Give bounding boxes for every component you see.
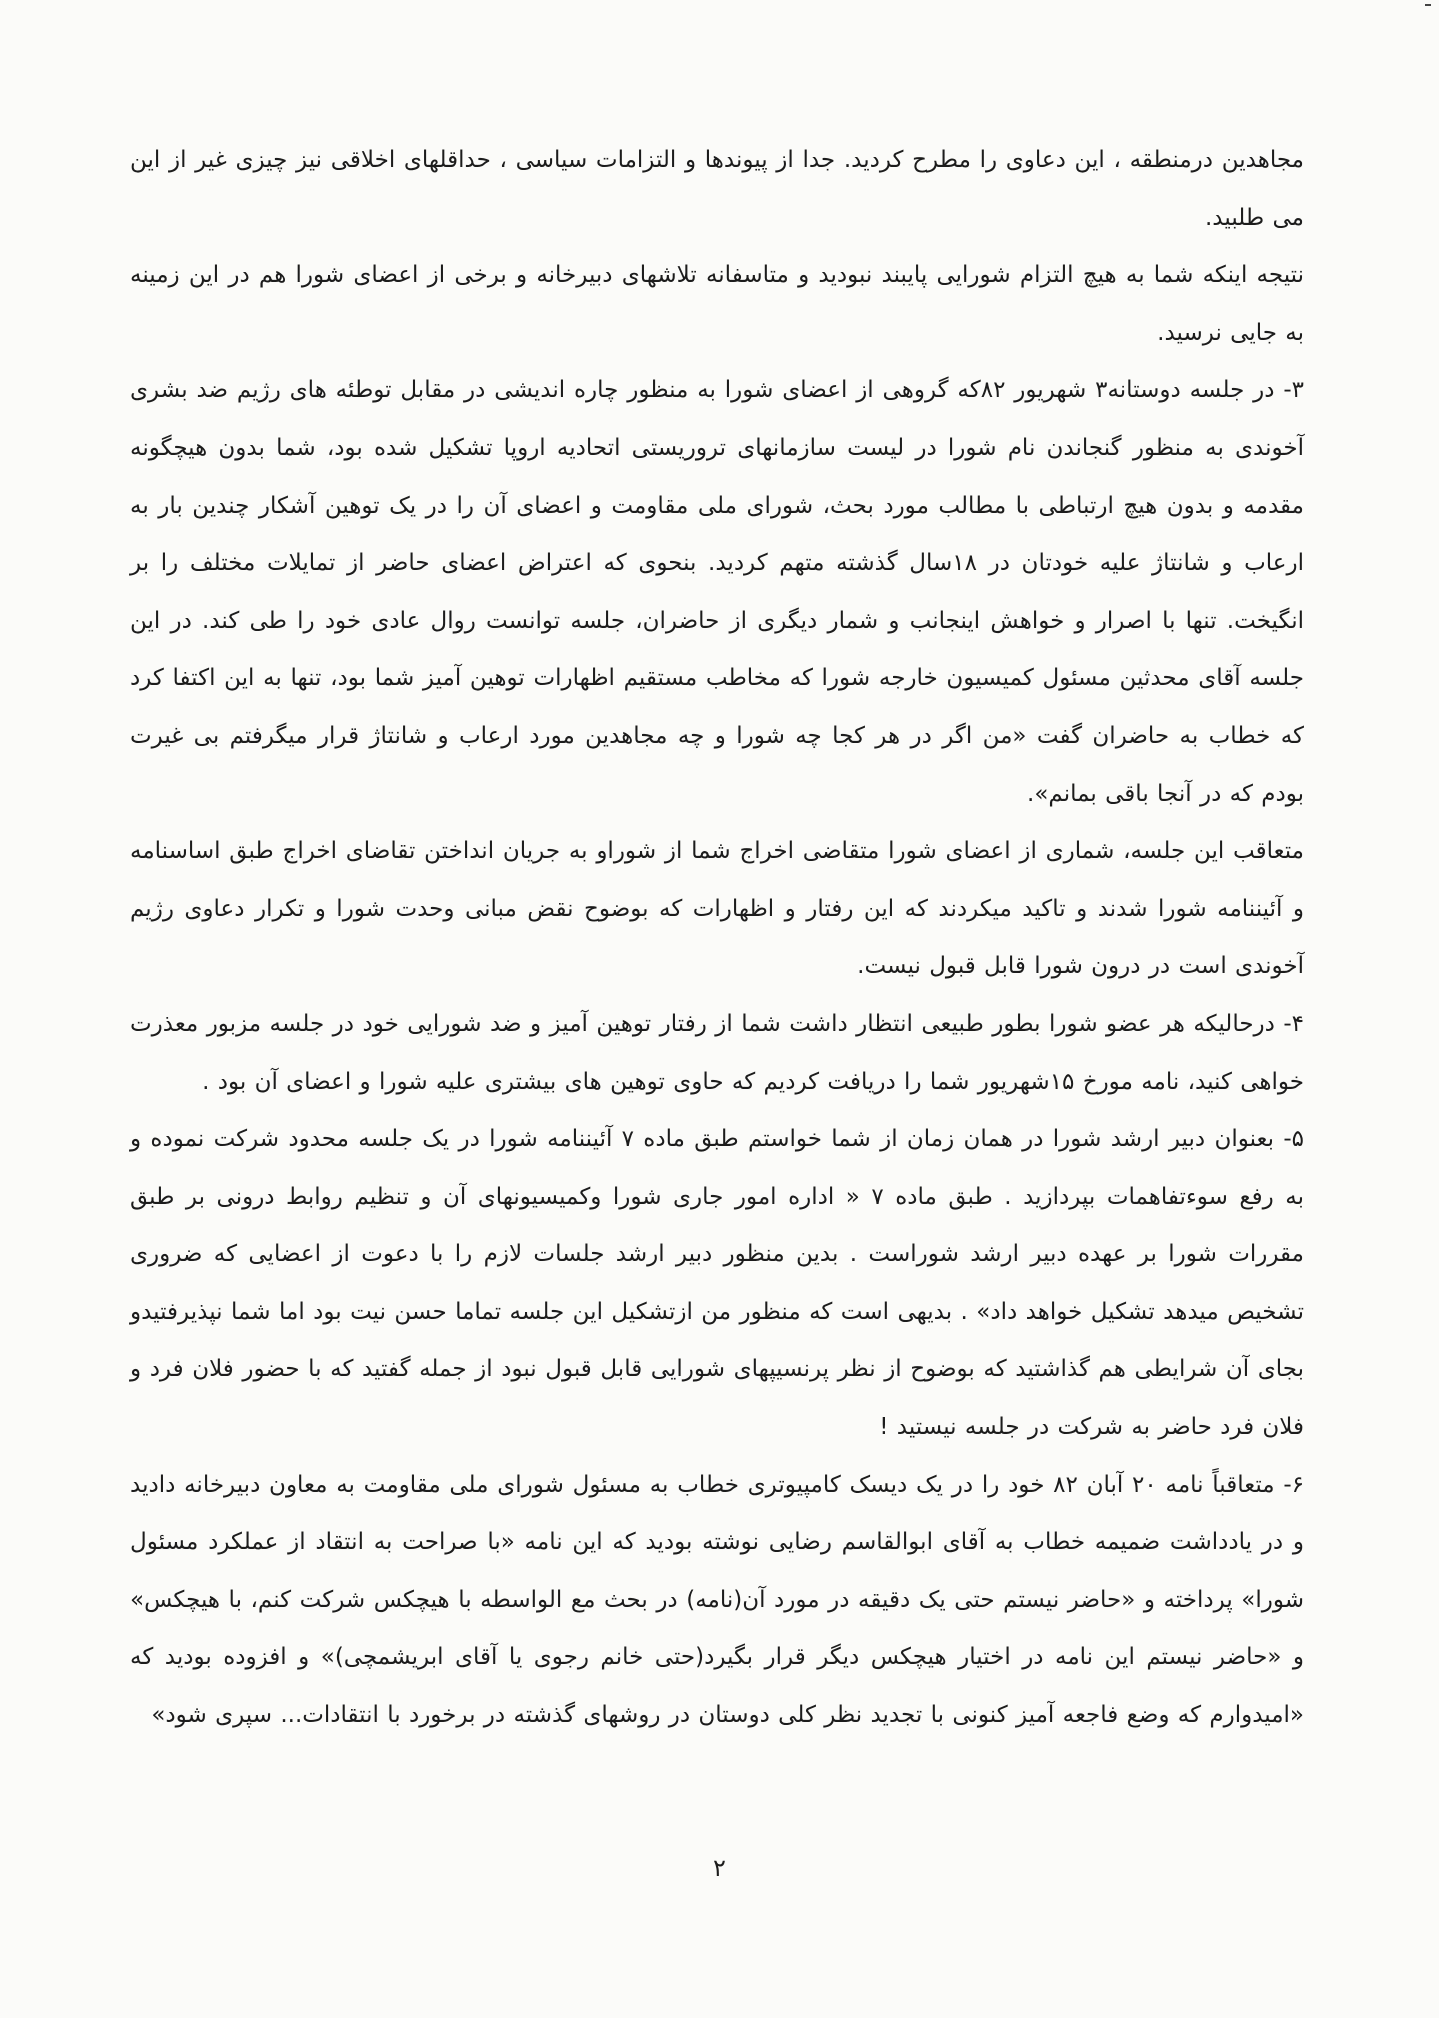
paragraph-conclusion: نتیجه اینکه شما به هیچ التزام شورایی پایبند نبودید و متاسفانه تلاشهای دبیرخانه و برخی از اعضای شورا هم در این زمینه به جایی نرسید. (130, 262, 1304, 346)
page-number: ۲ (713, 1854, 726, 1882)
paragraph-item-3: ۳- در جلسه دوستانه۳ شهریور ۸۲که گروهی از اعضای شورا به منظور چاره اندیشی در مقابل توطئه های رژیم ضد بشری آخوندی به منظور گنجاندن نام شورا در لیست سازمانهای تروریستی اتحادیه اروپا تشکیل شده بود، شما بدون هیچگونه مقدمه و بدون هیچ ارتباطی با مطالب مورد بحث، شورای ملی مقاومت و اعضای آن را در یک توهین آشکار چندین بار به ارعاب و شانتاژ علیه خودتان در ۱۸سال گذشته متهم کردید. بنحوی که اعتراض اعضای حاضر از تمایلات مختلف را بر انگیخت. تنها با اصرار و خواهش اینجانب و شمار دیگری از حاضران، جلسه توانست روال عادی خود را طی کند. در این جلسه آقای محدثین مسئول کمیسیون خارجه شورا که مخاطب مستقیم اظهارات توهین آمیز شما بود، تنها به این اکتفا کرد که خطاب به حاضران گفت «من اگر در هر کجا چه شورا و چه مجاهدین مورد ارعاب و شانتاژ قرار میگرفتم بی غیرت بودم که در آنجا باقی بمانم». (130, 377, 1304, 807)
paragraph-continuation: مجاهدین درمنطقه ، این دعاوی را مطرح کردید. جدا از پیوندها و التزامات سیاسی ، حداقلهای اخلاقی نیز چیزی غیر از این می طلبید. (130, 147, 1304, 231)
corner-mark (1425, 4, 1431, 10)
paragraph-item-6: ۶- متعاقباً نامه ۲۰ آبان ۸۲ خود را در یک دیسک کامپیوتری خطاب به مسئول شورای ملی مقاومت به معاون دبیرخانه دادید و در یادداشت ضمیمه خطاب به آقای ابوالقاسم رضایی نوشته بودید که این نامه «با صراحت به انتقاد از عملکرد مسئول شورا» پرداخته و «حاضر نیستم حتی یک دقیقه در مورد آن(نامه) در بحث مع الواسطه با هیچکس شرکت کنم، با هیچکس» و «حاضر نیستم این نامه در اختیار هیچکس دیگر قرار بگیرد(حتی خانم رجوی یا آقای ابریشمچی)» و افزوده بودید که «امیدوارم که وضع فاجعه آمیز کنونی با تجدید نظر کلی دوستان در روشهای گذشته در برخورد با انتقادات... سپری شود» (130, 1471, 1304, 1729)
letter-body (130, 132, 1304, 1745)
paragraph-item-5: ۵- بعنوان دبیر ارشد شورا در همان زمان از شما خواستم طبق ماده ۷ آئیننامه شورا در یک جلسه محدود شرکت نموده و به رفع سوءتفاهمات بپردازید . طبق ماده ۷ « اداره امور جاری شورا وکمیسیونهای آن و تنظیم روابط درونی بر طبق مقررات شورا بر عهده دبیر ارشد شوراست . بدین منظور دبیر ارشد جلسات لازم را با دعوت از اعضایی که ضروری تشخیص میدهد تشکیل خواهد داد» . بدیهی است که منظور من ازتشکیل این جلسه تماما حسن نیت بود اما شما نپذیرفتیدو بجای آن شرایطی هم گذاشتید که بوضوح از نظر پرنسیپهای شورایی قابل قبول نبود از جمله گفتید که با حضور فلان فرد و فلان فرد حاضر به شرکت در جلسه نیستید ! (130, 1126, 1304, 1441)
paragraph-followup: متعاقب این جلسه، شماری از اعضای شورا متقاضی اخراج شما از شوراو به جریان انداختن تقاضای اخراج طبق اساسنامه و آئیننامه شورا شدند و تاکید میکردند که این رفتار و اظهارات که بوضوح نقض مبانی وحدت شورا و تکرار دعاوی رژیم آخوندی است در درون شورا قابل قبول نیست. (130, 838, 1304, 980)
paragraph-item-4: ۴- درحالیکه هر عضو شورا بطور طبیعی انتظار داشت شما از رفتار توهین آمیز و ضد شورایی خود در جلسه مزبور معذرت خواهی کنید، نامه مورخ ۱۵شهریور شما را دریافت کردیم که حاوی توهین های بیشتری علیه شورا و اعضای آن بود . (130, 1010, 1304, 1095)
